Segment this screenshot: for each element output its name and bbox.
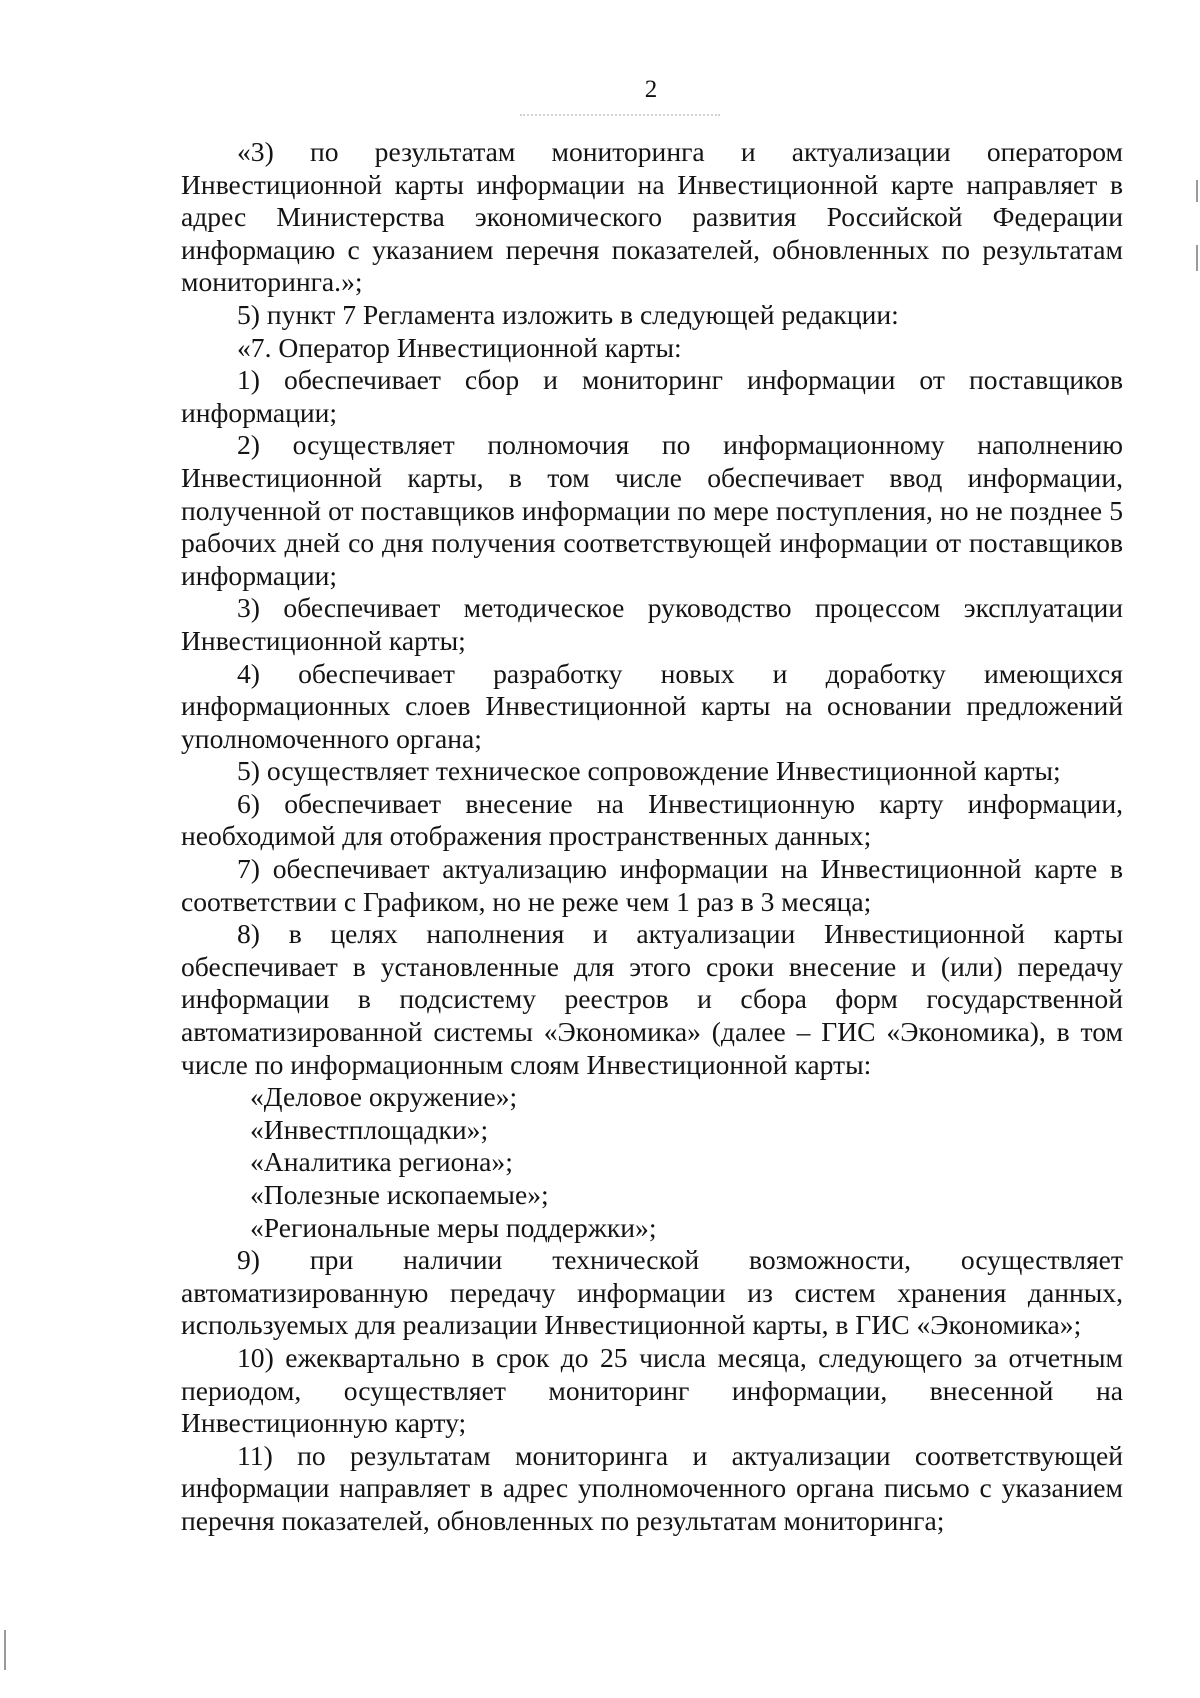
paragraph: 7) обеспечивает актуализацию информации на Инвестиционной карте в соответствии с Графиком, но не реже чем 1 раз в 3 месяца;	[181, 853, 1123, 917]
layer-list-item: «Аналитика региона»;	[250, 1146, 513, 1178]
paragraph: 4) обеспечивает разработку новых и доработку имеющихся информационных слоев Инвестиционной карты на основании предложений уполномоченного органа;	[181, 657, 1123, 754]
paragraph: «7. Оператор Инвестиционной карты:	[237, 331, 682, 363]
paragraph: 5) пункт 7 Регламента изложить в следующей редакции:	[237, 298, 899, 330]
layer-list-item: «Инвестплощадки»;	[250, 1113, 489, 1145]
document-body	[181, 136, 1123, 1538]
scan-margin-mark	[4, 1630, 6, 1670]
paragraph: 5) осуществляет техническое сопровождение Инвестиционной карты;	[237, 755, 1061, 787]
layer-list-item: «Региональные меры поддержки»;	[250, 1211, 657, 1243]
paragraph: 1) обеспечивает сбор и мониторинг информации от поставщиков информации;	[181, 364, 1123, 428]
paragraph: 8) в целях наполнения и актуализации Инвестиционной карты обеспечивает в установленные для этого сроки внесение и (или) передачу информации в подсистему реестров и сбора форм государственной автоматизированной системы «Экономика» (далее – ГИС «Экономика), в том числе по информационным слоям Инвестиционной карты:	[181, 918, 1123, 1080]
paragraph: «3) по результатам мониторинга и актуализации оператором Инвестиционной карты информации на Инвестиционной карте направляет в адрес Министерства экономического развития Российской Федерации информацию с указанием перечня показателей, обновленных по результатам мониторинга.»;	[181, 136, 1123, 298]
paragraph: 11) по результатам мониторинга и актуализации соответствующей информации направляет в адрес уполномоченного органа письмо с указанием перечня показателей, обновленных по результатам мониторинга;	[181, 1439, 1123, 1536]
layer-list-item: «Полезные ископаемые»;	[250, 1179, 549, 1210]
paragraph: 9) при наличии технической возможности, осуществляет автоматизированную передачу информации из систем хранения данных, используемых для реализации Инвестиционной карты, в ГИС «Экономика»;	[181, 1244, 1123, 1341]
paragraph: 3) обеспечивает методическое руководство процессом эксплуатации Инвестиционной карты;	[181, 592, 1123, 656]
scan-margin-mark	[1196, 245, 1198, 271]
paragraph: 6) обеспечивает внесение на Инвестиционную карту информации, необходимой для отображения пространственных данных;	[181, 787, 1123, 852]
page-number: 2	[644, 76, 658, 103]
layer-list-item: «Деловое окружение»;	[250, 1081, 518, 1113]
scan-artifact	[520, 114, 720, 120]
paragraph: 10) ежеквартально в срок до 25 числа месяца, следующего за отчетным периодом, осуществляет мониторинг информации, внесенной на Инвестиционную карту;	[181, 1341, 1123, 1439]
scan-margin-mark	[1196, 180, 1198, 202]
paragraph: 2) осуществляет полномочия по информационному наполнению Инвестиционной карты, в том числе обеспечивает ввод информации, полученной от поставщиков информации по мере поступления, но не позднее 5 рабочих дней со дня получения соответствующей информации от поставщиков информации;	[181, 429, 1123, 591]
